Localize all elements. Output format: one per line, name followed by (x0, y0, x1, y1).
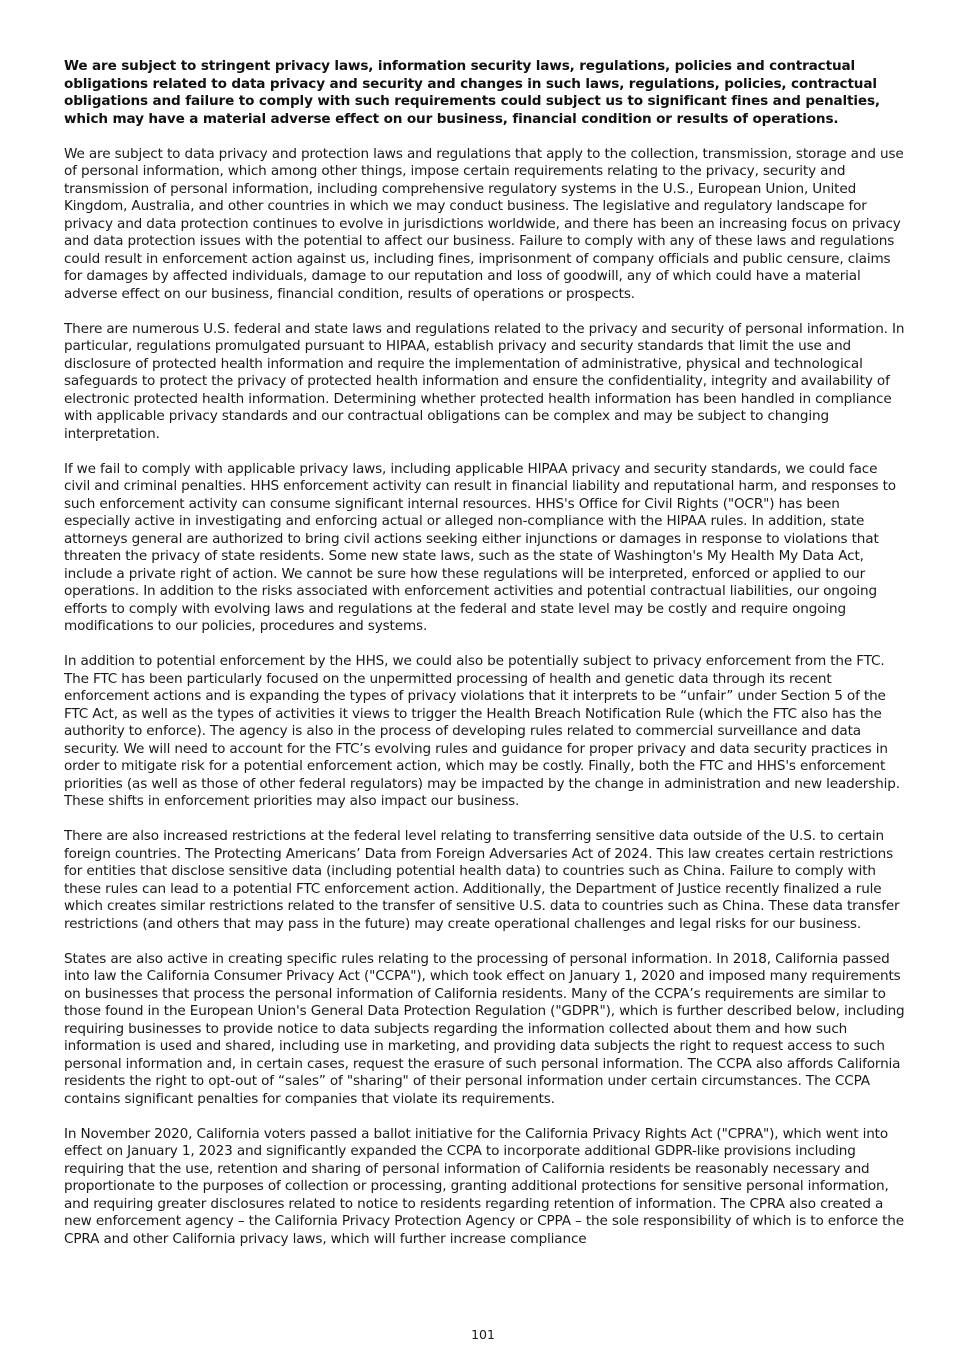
paragraph-penalties: If we fail to comply with applicable privacy laws, including applicable HIPAA privacy and security standards, we could face civil and criminal penalties. HHS enforcement activity can result in financial liability and reputational harm, and responses to such enforcement activity can consume significant internal resources. HHS's Office for Civil Rights ("OCR") has been especially active in investigating and enforcing actual or alleged non-compliance with the HIPAA rules. In addition, state attorneys general are authorized to bring civil actions seeking either injunctions or damages in response to violations that threaten the privacy of state residents. Some new state laws, such as the state of Washington's My Health My Data Act, include a private right of action. We cannot be sure how these regulations will be interpreted, enforced or applied to our operations. In addition to the risks associated with enforcement activities and potential contractual liabilities, our ongoing efforts to comply with evolving laws and regulations at the federal and state level may be costly and require ongoing modifications to our policies, procedures and systems. (64, 460, 896, 634)
paragraph-data-privacy-laws: We are subject to data privacy and protection laws and regulations that apply to the collection, transmission, storage and use of personal information, which among other things, impose certain requirements relating to the privacy, security and transmission of personal information, including comprehensive regulatory systems in the U.S., European Union, United Kingdom, Australia, and other countries in which we may conduct business. The legislative and regulatory landscape for privacy and data protection continues to evolve in jurisdictions worldwide, and there has been an increasing focus on privacy and data protection issues with the potential to affect our business. Failure to comply with any of these laws and regulations could result in enforcement action against us, including fines, imprisonment of company officials and public censure, claims for damages by affected individuals, damage to our reputation and loss of goodwill, any of which could have a material adverse effect on our business, financial condition, results of operations or prospects. (64, 145, 904, 302)
paragraph-ftc: In addition to potential enforcement by the HHS, we could also be potentially subject to privacy enforcement from the FTC. The FTC has been particularly focused on the unpermitted processing of health and genetic data through its recent enforcement actions and is expanding the types of privacy violations that it interprets to be “unfair” under Section 5 of the FTC Act, as well as the types of activities it views to trigger the Health Breach Notification Rule (which the FTC also has the authority to enforce). The agency is also in the process of developing rules related to commercial surveillance and data security. We will need to account for the FTC’s evolving rules and guidance for proper privacy and data security practices in order to mitigate risk for a potential enforcement action, which may be costly. Finally, both the FTC and HHS's enforcement priorities (as well as those of other federal regulators) may be impacted by the change in administration and new leadership. These shifts in enforcement priorities may also impact our business. (64, 653, 900, 809)
page-number: 101 (471, 1327, 495, 1342)
document-page (64, 58, 906, 1266)
risk-factor-heading: We are subject to stringent privacy laws, information security laws, regulations, policies and contractual obligations related to data privacy and security and changes in such laws, regulations, policies, contractual obligations and failure to comply with such requirements could subject us to significant fines and penalties, which may have a material adverse effect on our business, financial condition or results of operations. (64, 58, 880, 127)
paragraph-ccpa: States are also active in creating specific rules relating to the processing of personal information. In 2018, California passed into law the California Consumer Privacy Act ("CCPA"), which took effect on January 1, 2020 and imposed many requirements on businesses that process the personal information of California residents. Many of the CCPA’s requirements are similar to those found in the European Union's General Data Protection Regulation ("GDPR"), which is further described below, including requiring businesses to provide notice to data subjects regarding the information collected about them and how such information is used and shared, including use in marketing, and providing data subjects the right to request access to such personal information and, in certain cases, request the erasure of such personal information. The CCPA also affords California residents the right to opt-out of “sales” of "sharing" of their personal information under certain circumstances. The CCPA contains significant penalties for companies that violate its requirements. (64, 950, 905, 1107)
paragraph-hipaa: There are numerous U.S. federal and state laws and regulations related to the privacy and security of personal information. In particular, regulations promulgated pursuant to HIPAA, establish privacy and security standards that limit the use and disclosure of protected health information and require the implementation of administrative, physical and technological safeguards to protect the privacy of protected health information and ensure the confidentiality, integrity and availability of electronic protected health information. Determining whether protected health information has been handled in compliance with applicable privacy standards and our contractual obligations can be complex and may be subject to changing interpretation. (64, 320, 905, 442)
paragraph-data-transfer: There are also increased restrictions at the federal level relating to transferring sensitive data outside of the U.S. to certain foreign countries. The Protecting Americans’ Data from Foreign Adversaries Act of 2024. This law creates certain restrictions for entities that disclose sensitive data (including potential health data) to countries such as China. Failure to comply with these rules can lead to a potential FTC enforcement action. Additionally, the Department of Justice recently finalized a rule which creates similar restrictions related to the transfer of sensitive U.S. data to countries such as China. These data transfer restrictions (and others that may pass in the future) may create operational challenges and legal risks for our business. (64, 828, 900, 932)
paragraph-cpra: In November 2020, California voters passed a ballot initiative for the California Privacy Rights Act ("CPRA"), which went into effect on January 1, 2023 and significantly expanded the CCPA to incorporate additional GDPR-like provisions including requiring that the use, retention and sharing of personal information of California residents be reasonably necessary and proportionate to the purposes of collection or processing, granting additional protections for sensitive personal information, and requiring greater disclosures related to notice to residents regarding retention of information. The CPRA also created a new enforcement agency – the California Privacy Protection Agency or CPPA – the sole responsibility of which is to enforce the CPRA and other California privacy laws, which will further increase compliance (64, 1125, 904, 1247)
